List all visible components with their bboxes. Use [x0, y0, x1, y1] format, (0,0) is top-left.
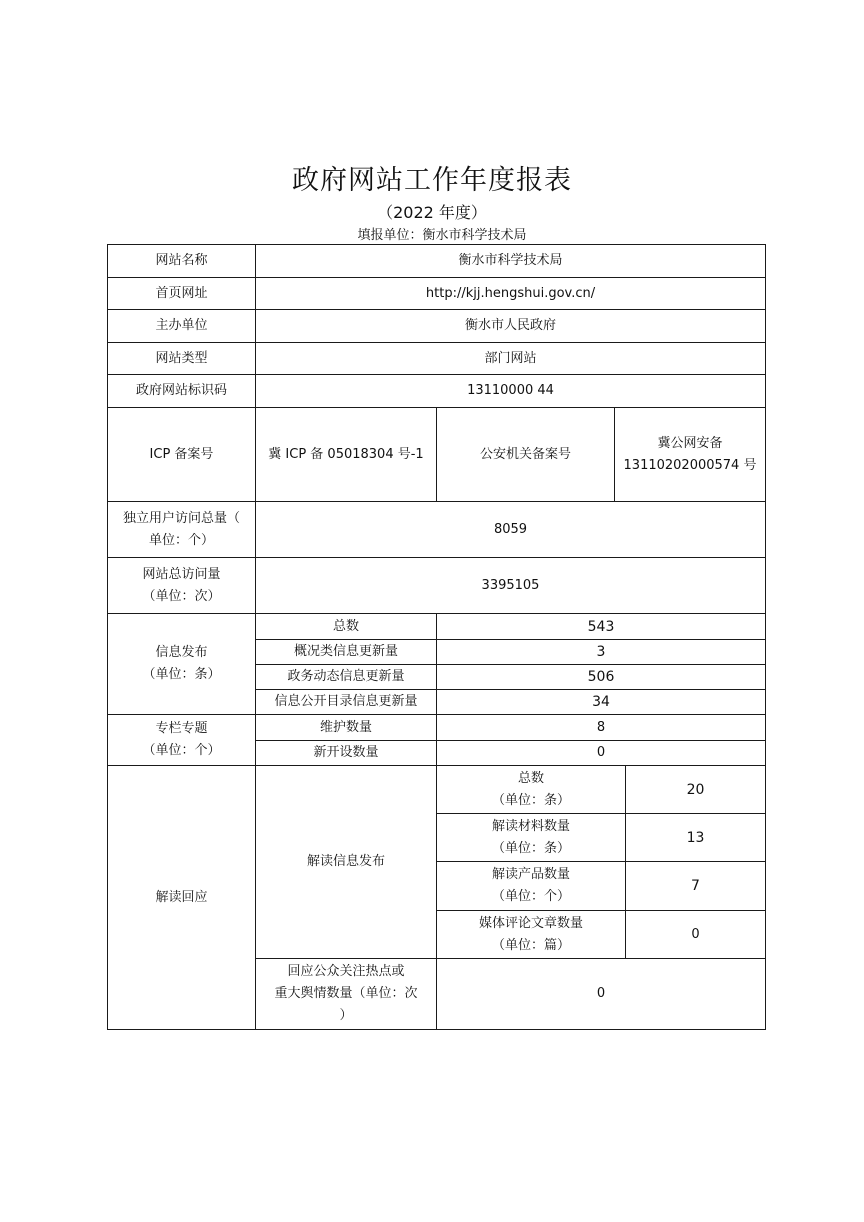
total-visits-label-line-2: （单位：次）	[142, 588, 221, 604]
unique-visitors-label	[108, 502, 256, 558]
interpretation-item-value: 7	[626, 862, 766, 911]
info-release-item-value: 506	[437, 665, 766, 690]
interpretation-item-label	[437, 862, 626, 911]
info-release-item-label: 信息公开目录信息更新量	[256, 690, 437, 715]
response-label-line-3: ）	[339, 1008, 353, 1023]
site-name-value: 衡水市科学技术局	[256, 245, 766, 278]
info-release-label-line-1: 信息发布	[155, 645, 208, 660]
info-release-label	[108, 614, 256, 715]
info-release-item-label: 政务动态信息更新量	[256, 665, 437, 690]
police-record-label: 公安机关备案号	[437, 408, 615, 502]
table-row	[108, 278, 766, 310]
icp-value: 冀 ICP 备 05018304 号-1	[256, 408, 437, 502]
interpretation-item-label-line-2: （单位：条）	[491, 792, 570, 808]
interpretation-item-label	[437, 814, 626, 862]
interpretation-item-value: 20	[626, 766, 766, 814]
interpretation-item-label-line-2: （单位：个）	[491, 889, 570, 904]
table-row	[108, 502, 766, 558]
interpretation-item-label	[437, 766, 626, 814]
interpretation-item-value: 0	[626, 911, 766, 959]
total-visits-label	[108, 558, 256, 614]
host-value: 衡水市人民政府	[256, 310, 766, 343]
site-name-label: 网站名称	[108, 245, 256, 278]
site-code-value: 13110000 44	[256, 375, 766, 408]
icp-label: ICP 备案号	[108, 408, 256, 502]
info-release-item-value: 3	[437, 640, 766, 665]
interpretation-label: 解读回应	[108, 766, 256, 1030]
total-visits-label-line-1: 网站总访问量	[142, 566, 221, 582]
unique-visitors-label-line-1: 独立用户访问总量（	[122, 510, 240, 526]
interpretation-item-label-line-1: 解读材料数量	[491, 818, 570, 834]
police-record-value	[615, 408, 766, 502]
police-record-line-2: 13110202000574 号	[623, 457, 757, 473]
columns-label	[108, 715, 256, 766]
interpretation-item-label-line-1: 总数	[517, 770, 544, 786]
info-release-label-line-2: （单位：条）	[142, 667, 221, 682]
response-value: 0	[437, 959, 766, 1030]
site-type-value: 部门网站	[256, 343, 766, 375]
info-release-item-value: 543	[437, 614, 766, 640]
info-release-item-label: 概况类信息更新量	[256, 640, 437, 665]
unique-visitors-value: 8059	[256, 502, 766, 558]
host-label: 主办单位	[108, 310, 256, 343]
table-row	[108, 343, 766, 375]
columns-label-line-1: 专栏专题	[155, 721, 208, 736]
table-row	[108, 766, 766, 814]
table-row	[108, 408, 766, 502]
site-type-label: 网站类型	[108, 343, 256, 375]
table-row	[108, 375, 766, 408]
site-code-label: 政府网站标识码	[108, 375, 256, 408]
interpretation-item-label-line-2: （单位：条）	[491, 840, 570, 856]
interpretation-item-label-line-1: 解读产品数量	[491, 867, 570, 882]
report-year: （2022 年度）	[377, 203, 487, 222]
police-record-line-1: 冀公网安备	[657, 435, 723, 451]
columns-item-label: 新开设数量	[256, 741, 437, 766]
page-title: 政府网站工作年度报表	[292, 165, 572, 196]
columns-item-value: 8	[437, 715, 766, 741]
table-row	[108, 614, 766, 640]
columns-item-value: 0	[437, 741, 766, 766]
total-visits-value: 3395105	[256, 558, 766, 614]
info-release-item-label: 总数	[256, 614, 437, 640]
table-row	[108, 310, 766, 343]
interpretation-sub-label: 解读信息发布	[256, 766, 437, 959]
response-label-line-1: 回应公众关注热点或	[287, 964, 405, 979]
response-label	[256, 959, 437, 1030]
columns-label-line-2: （单位：个）	[142, 743, 221, 758]
interpretation-item-value: 13	[626, 814, 766, 862]
table-row	[108, 245, 766, 278]
interpretation-item-label	[437, 911, 626, 959]
interpretation-item-label-line-1: 媒体评论文章数量	[478, 915, 583, 931]
response-label-line-2: 重大舆情数量（单位：次	[274, 986, 418, 1001]
filing-unit: 填报单位：衡水市科学技术局	[357, 228, 527, 243]
interpretation-item-label-line-2: （单位：篇）	[491, 937, 570, 953]
columns-item-label: 维护数量	[256, 715, 437, 741]
unique-visitors-label-line-2: 单位：个）	[148, 532, 214, 548]
homepage-label: 首页网址	[108, 278, 256, 310]
table-row	[108, 715, 766, 741]
homepage-value: http://kjj.hengshui.gov.cn/	[256, 278, 766, 310]
info-release-item-value: 34	[437, 690, 766, 715]
report-table	[107, 244, 766, 1030]
table-row	[108, 558, 766, 614]
